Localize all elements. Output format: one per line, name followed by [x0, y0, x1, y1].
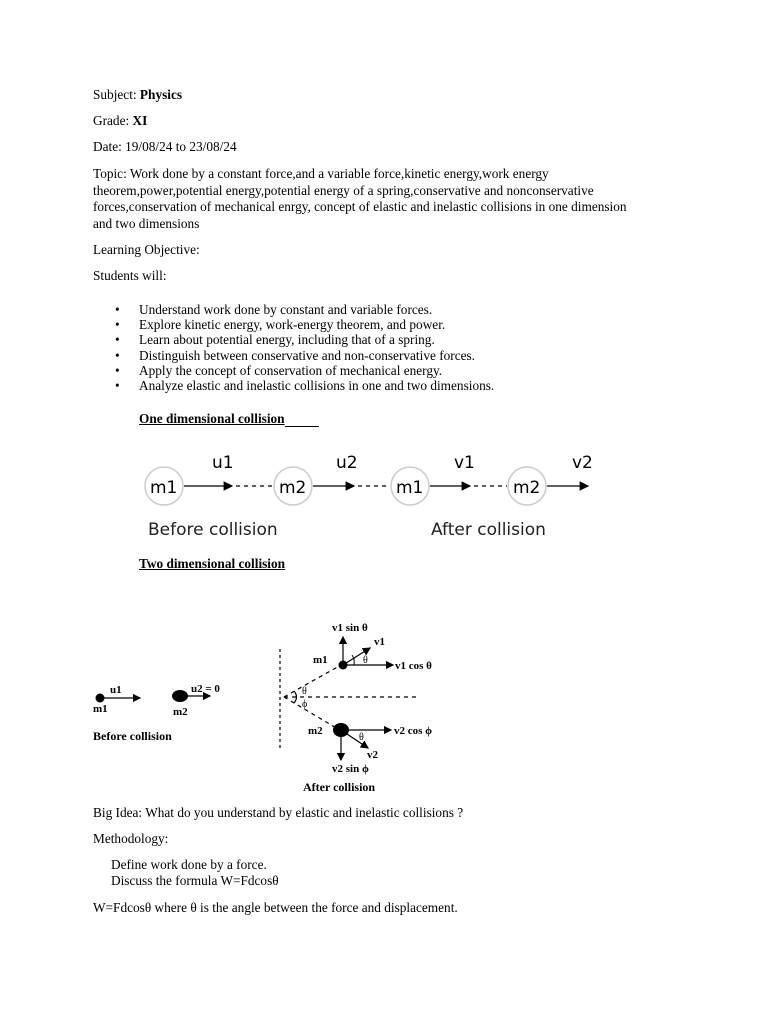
learning-objective-label: Learning Objective:	[93, 242, 200, 257]
grade-line	[93, 113, 147, 130]
before-caption: Before collision	[93, 729, 172, 743]
students-will-label: Students will:	[93, 268, 167, 283]
v1-label: v1	[374, 636, 385, 648]
heading-underline	[285, 414, 319, 427]
objective-item: • Distinguish between conservative and non-conservative forces.	[93, 348, 494, 363]
v2-cos-label: v2 cos ϕ	[394, 725, 433, 737]
topic-line-4: and two dimensions	[93, 215, 200, 231]
topic-line-3: forces,conservation of mechanical enrgy, concept of elastic and inelastic collisions in one dimension	[93, 199, 627, 214]
topic-paragraph	[93, 166, 673, 232]
grade-value: XI	[132, 113, 148, 128]
before-m2-label: m2	[173, 706, 188, 718]
one-dim-collision-diagram	[140, 444, 610, 544]
after-caption: After collision	[303, 780, 376, 794]
topic-line-1: Topic: Work done by a constant force,and a variable force,kinetic energy,work energy	[93, 166, 549, 181]
big-idea-line: Big Idea: What do you understand by elastic and inelastic collisions ?	[93, 805, 464, 820]
two-dim-collision-diagram	[88, 615, 468, 800]
theta-small-label: θ	[363, 655, 368, 666]
formula-line: W=Fdcosθ where θ is the angle between the force and displacement.	[93, 900, 458, 915]
objective-item: • Explore kinetic energy, work-energy theorem, and power.	[93, 317, 494, 332]
u2-label: u2	[336, 453, 358, 473]
date-line: Date: 19/08/24 to 23/08/24	[93, 139, 237, 154]
m2-after-label: m2	[308, 725, 323, 737]
m1-label: m1	[150, 478, 178, 498]
subject-value: Physics	[139, 87, 183, 102]
m2-label: m2	[279, 478, 307, 498]
subject-line	[93, 87, 182, 104]
ball-m1-before	[96, 694, 105, 703]
before-m1-label: m1	[93, 703, 108, 715]
topic-line-2: theorem,power,potential energy,potential energy of a spring,conservative and nonconservative	[93, 182, 594, 198]
v1-sin-label: v1 sin θ	[332, 622, 368, 634]
objective-item: • Learn about potential energy, including that of a spring.	[93, 332, 494, 347]
objective-item: • Understand work done by constant and variable forces.	[93, 302, 494, 317]
u1-label: u1	[212, 453, 234, 473]
v2-sin-label: v2 sin ϕ	[332, 763, 369, 775]
v2-label: v2	[367, 749, 378, 761]
v1-cos-label: v1 cos θ	[395, 660, 432, 672]
grade-label: Grade:	[93, 113, 130, 128]
two-dim-heading: Two dimensional collision	[139, 556, 286, 571]
m1-after-label: m1	[313, 654, 328, 666]
v2-label: v2	[572, 453, 593, 473]
after-collision-caption: After collision	[431, 520, 546, 540]
theta-label: θ	[302, 686, 307, 697]
phi-label: ϕ	[302, 699, 308, 710]
methodology-label: Methodology:	[93, 831, 169, 846]
before-u1-label: u1	[110, 684, 122, 696]
m1-label-after: m1	[396, 478, 424, 498]
m2-label-after: m2	[513, 478, 541, 498]
objective-item: • Apply the concept of conservation of mechanical energy.	[93, 363, 494, 378]
one-dim-heading	[139, 411, 319, 427]
v1-label: v1	[454, 453, 475, 473]
objectives-list	[93, 302, 494, 393]
before-collision-caption: Before collision	[148, 520, 278, 540]
subject-label: Subject:	[93, 87, 137, 102]
methodology-item: Discuss the formula W=Fdcosθ	[111, 873, 279, 888]
objective-item: • Analyze elastic and inelastic collisions in one and two dimensions.	[93, 378, 494, 393]
before-u2-label: u2 = 0	[191, 683, 220, 695]
one-dim-heading-text: One dimensional collision	[139, 411, 285, 426]
methodology-item: Define work done by a force.	[111, 857, 267, 872]
ball-m2-before	[172, 690, 188, 702]
phi-small-label: θ	[359, 732, 364, 743]
